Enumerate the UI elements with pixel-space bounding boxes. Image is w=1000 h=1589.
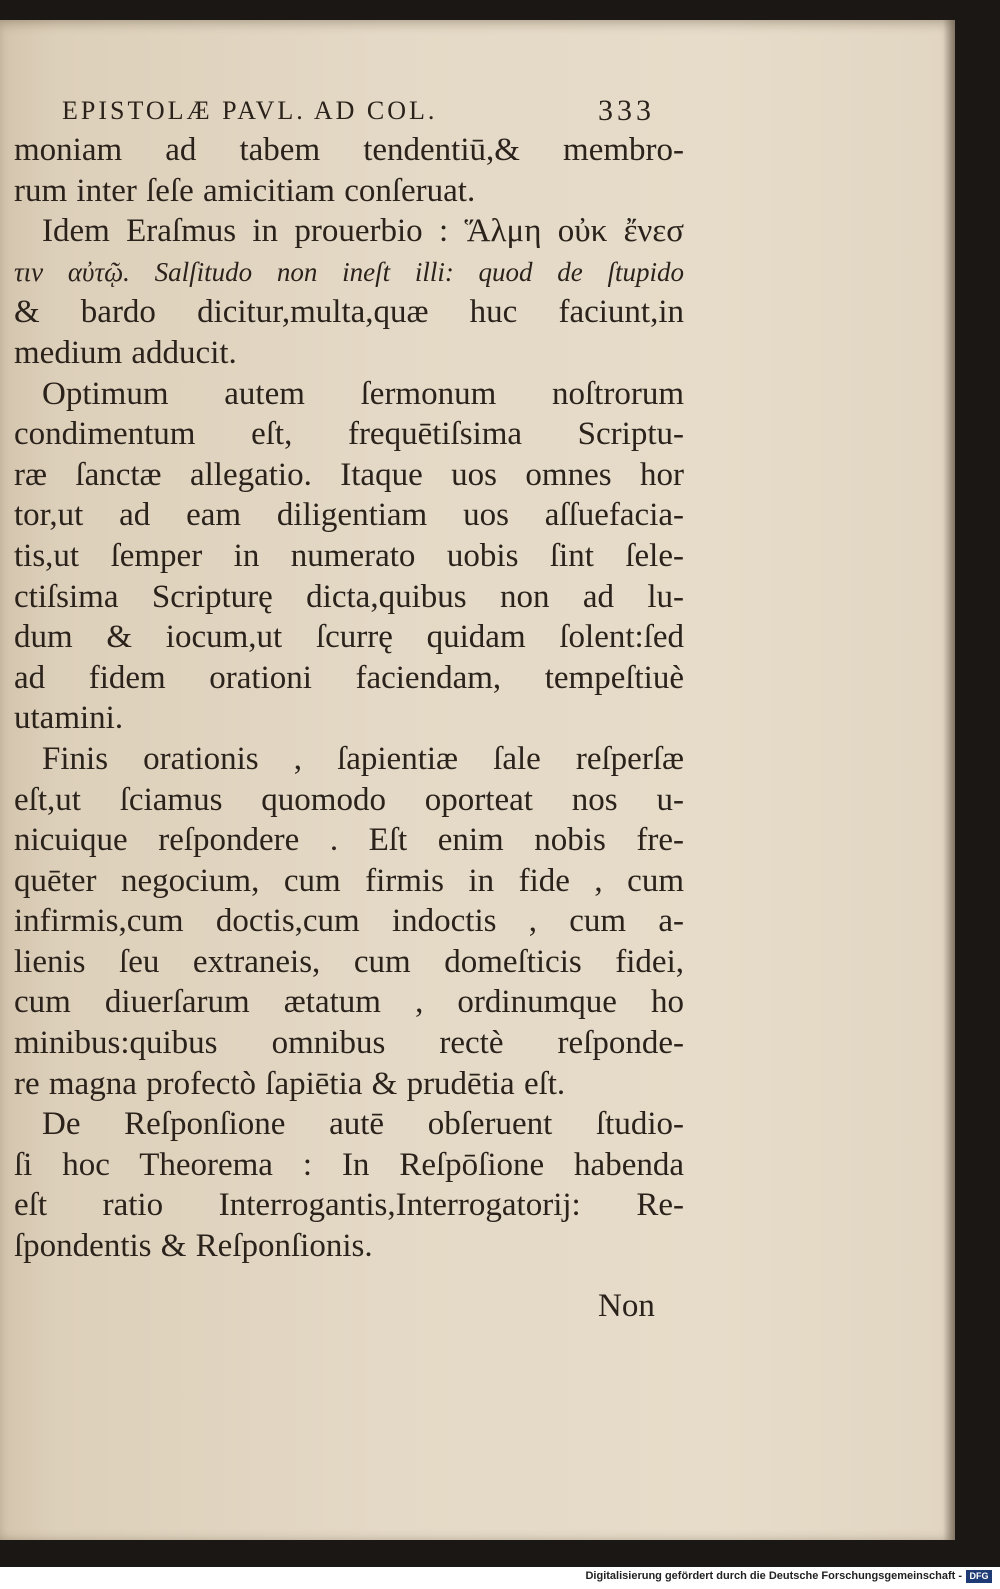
paragraph-4 — [14, 739, 684, 1104]
running-head — [14, 90, 684, 130]
funding-credit: Digitalisierung gefördert durch die Deutsche Forschungsgemeinschaft - — [585, 1570, 962, 1582]
text-line: eſt,ut ſciamus quomodo oporteat nos u- — [14, 781, 684, 818]
page-gutter-shadow — [943, 20, 955, 1540]
text-line: lienis ſeu extraneis, cum domeſticis fidei, — [14, 943, 684, 980]
text-line: minibus:quibus omnibus rectè reſponde- — [14, 1025, 684, 1062]
text-line: eſt ratio Interrogantis,Interrogatorij: Re- — [14, 1187, 684, 1224]
text-line: condimentum eſt, frequētiſsima Scriptu- — [14, 416, 684, 453]
text-line: medium adducit. — [14, 334, 237, 371]
text-line: ad fidem orationi faciendam, tempeſtiuè — [14, 659, 684, 696]
paragraph-1 — [14, 130, 684, 211]
text-line: tor,ut ad eam diligentiam uos aſſuefacia- — [14, 497, 684, 534]
text-line: ræ ſanctæ allegatio. Itaque uos omnes hor — [14, 456, 684, 493]
text-line: moniam ad tabem tendentiū,& membro- — [14, 132, 684, 168]
text-line: dum & iocum,ut ſcurrę quidam ſolent:ſed — [14, 619, 684, 656]
text-line: tis,ut ſemper in numerato uobis ſint ſele- — [14, 537, 684, 574]
text-line: ctiſsima Scripturę dicta,quibus non ad lu- — [14, 578, 684, 615]
text-line: rum inter ſeſe amicitiam conſeruat. — [14, 172, 476, 209]
text-line-greek-quote: τιν αὐτῷ. Salſitudo non ineſt illi: quod de ſtupido — [14, 256, 684, 287]
paragraph-2 — [14, 211, 684, 373]
catchword: Non — [598, 1288, 655, 1324]
paragraph-5 — [14, 1104, 684, 1266]
text-line: cum diuerſarum ætatum , ordinumque ho — [14, 984, 684, 1021]
text-block — [14, 90, 684, 1267]
text-line: Finis orationis , ſapientiæ ſale reſperſæ — [42, 740, 684, 777]
text-line: Idem Eraſmus in prouerbio : Ἅλμη οὐκ ἔνεσ — [42, 213, 684, 250]
text-line: utamini. — [14, 700, 124, 737]
text-line: infirmis,cum doctis,cum indoctis , cum a- — [14, 903, 684, 940]
text-line: nicuique reſpondere . Eſt enim nobis fre- — [14, 822, 684, 859]
dfg-logo: DFG — [966, 1570, 992, 1583]
text-line: ſpondentis & Reſponſionis. — [14, 1228, 373, 1265]
text-line: quēter negocium, cum firmis in fide , cum — [14, 862, 684, 899]
book-page — [0, 20, 955, 1540]
text-line: ſi hoc Theorema : In Reſpōſione habenda — [14, 1146, 684, 1183]
text-line: & bardo dicitur,multa,quæ huc faciunt,in — [14, 294, 684, 331]
text-line: re magna profectò ſapiētia & prudētia eſt. — [14, 1065, 566, 1102]
page-number: 333 — [598, 94, 655, 127]
text-line: De Reſponſione autē obſeruent ſtudio- — [42, 1106, 684, 1143]
running-head-title: EPISTOLÆ PAVL. AD COL. — [62, 96, 438, 125]
text-line: Optimum autem ſermonum noſtrorum — [42, 375, 684, 412]
digitization-footer — [0, 1567, 1000, 1589]
paragraph-3 — [14, 374, 684, 739]
